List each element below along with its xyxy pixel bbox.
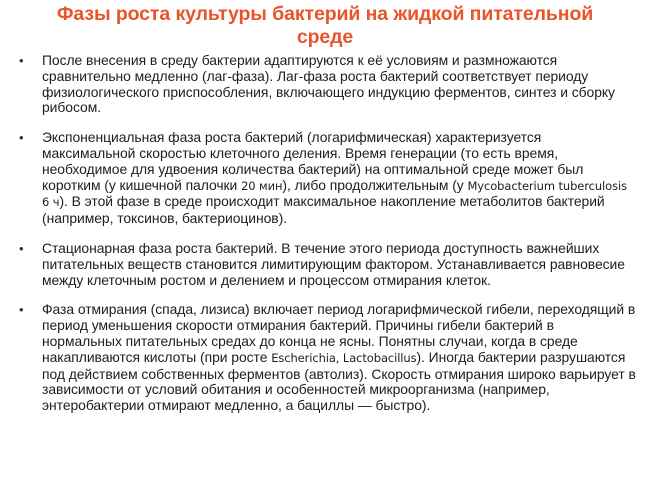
slide-title xyxy=(0,3,650,49)
bullet-item-stationary-phase xyxy=(0,241,650,288)
bullet-text: Стационарная фаза роста бактерий. В течение этого периода доступность важнейших питательных веществ становится лимитирующим фактором. Устанавливается равновесие между клеточным ростом и делением и процессом отмирания клеток. xyxy=(42,239,625,288)
bullet-text: ). Иногда бактерии разрушаются под действием собственных ферментов (автолиз). Скорость отмирания широко варьирует в зависимости от условий обитания и особенностей микроорганизма (например, энтеробактерии отмирают медленно, а бациллы — быстро). xyxy=(42,348,636,414)
bullet-text: ). В этой фазе в среде происходит максимальное накопление метаболитов бактерий (например, токсинов, бактериоцинов). xyxy=(42,193,605,227)
bullet-text-species-name: Mycobacterium tuberculosis 6 ч xyxy=(42,178,627,210)
bullet-text: Экспоненциальная фаза роста бактерий (логарифмическая) характеризуется максимальной скоростью клеточного деления. Время генерации (то есть время, необходимое для удвоения количества бактерий) на оптимальной среде может был коротким (у кишечной палочки xyxy=(42,129,584,193)
bullet-dot-icon: • xyxy=(19,240,24,256)
bullet-text: Фаза отмирания (спада, лизиса) включает период логарифмической гибели, переходящий в период уменьшения скорости отмирания бактерий. Причины гибели бактерий в нормальных питательных средах до конца не ясны. Понятны случаи, когда в среде накапливаются кислоты (при росте xyxy=(42,301,636,365)
bullet-text-inline-term: 20 мин xyxy=(241,178,283,193)
bullet-text: ), либо продолжительным (у xyxy=(282,176,468,193)
bullet-dot-icon: • xyxy=(19,130,24,146)
slide-title-line-1: Фазы роста культуры бактерий на жидкой питательной xyxy=(56,3,594,25)
bullet-text-species-name: Escherichia, Lactobacillus xyxy=(271,350,417,365)
slide-title-line-2: среде xyxy=(296,26,354,48)
bullet-item-death-phase xyxy=(0,302,650,414)
bullet-text: После внесения в среду бактерии адаптируются к её условиям и размножаются сравнительно медленно (лаг-фаза). Лаг-фаза роста бактерий соответствует периоду физиологического приспособления, включающего индукцию ферментов, синтез и сборку рибосом. xyxy=(42,52,615,116)
bullet-list xyxy=(0,53,650,414)
bullet-item-lag-phase xyxy=(0,53,650,116)
bullet-dot-icon: • xyxy=(19,302,24,318)
bullet-item-exponential-phase xyxy=(0,130,650,227)
bullet-dot-icon: • xyxy=(19,53,24,68)
